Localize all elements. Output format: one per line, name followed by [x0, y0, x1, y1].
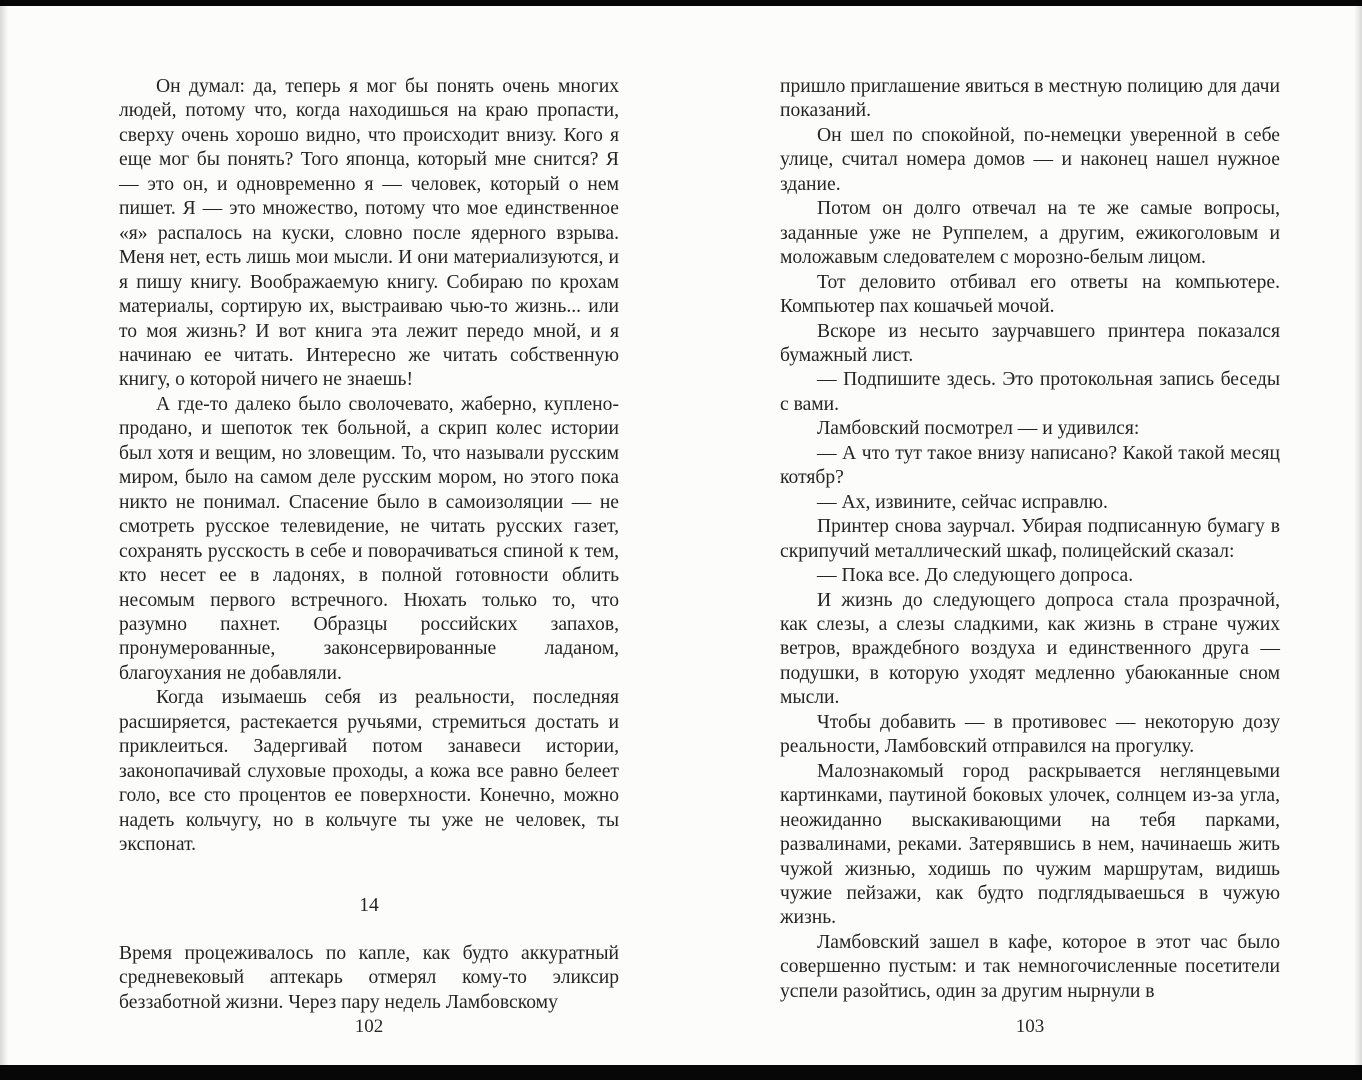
- paragraph: — А что тут такое внизу написано? Какой такой месяц котябр?: [780, 442, 1280, 489]
- paragraph: Ламбовский зашел в кафе, которое в этот час было совершенно пустым: и так немногочисленные посетители успели разойтись, один за другим нырнули в: [780, 931, 1280, 1002]
- page-number-left: 102: [354, 1016, 384, 1037]
- paragraph: А где-то далеко было сволочевато, жаберно, куплено-продано, и шепоток тек больной, а скрип колес истории был хотя и вещим, но зловещим. То, что называли русским миром, было на самом деле русским мором, но этого пока никто не понимал. Спасение было в самоизоляции — не смотреть русское телевидение, не читать русских газет, сохранять русскость в себе и поворачиваться спиной к тем, кто несет ее в ладонях, в полной готовности облить несомым первого встречного. Нюхать только то, что разумно пахнет. Образцы российских запахов, пронумерованные, законсервированные ладаном, благоухания не добавляли.: [119, 393, 619, 684]
- paragraph: — Пока все. До следующего допроса.: [817, 565, 1134, 587]
- paragraph: Время процеживалось по капле, как будто аккуратный средневековый аптекарь отмерял кому-то эликсир беззаботной жизни. Через пару недель Ламбовскому: [119, 942, 619, 1013]
- scan-edge-bottom: [0, 1065, 1362, 1080]
- paragraph: — Ах, извините, сейчас исправлю.: [817, 491, 1108, 513]
- chapter-number: 14: [359, 894, 379, 916]
- paragraph: — Подпишите здесь. Это протокольная запись беседы с вами.: [780, 369, 1280, 415]
- scan-shadow-left: [0, 0, 8, 1080]
- page-left-text: [119, 75, 619, 1015]
- paragraph: Вскоре из несыто заурчавшего принтера показался бумажный лист.: [780, 320, 1280, 366]
- paragraph: Он думал: да, теперь я мог бы понять очень многих людей, потому что, когда находишься на краю пропасти, сверху очень хорошо видно, что происходит внизу. Кого я еще мог бы понять? Того японца, который мне снится? Я — это он, и одновременно я — человек, который о нем пишет. Я — это множество, потому что мое единственное «я» распалось на куски, словно после ядерного взрыва. Меня нет, есть лишь мои мысли. И они материализуются, и я пишу книгу. Воображаемую книгу. Собираю по крохам материалы, сортирую их, выстраиваю чью-то жизнь... или то моя жизнь? И вот книга эта лежит передо мной, и я начинаю ее читать. Интересно же читать собственную книгу, о которой ничего не знаешь!: [119, 76, 619, 391]
- paragraph: Он шел по спокойной, по-немецки уверенной в себе улице, считал номера домов — и наконец нашел нужное здание.: [780, 124, 1280, 195]
- paragraph: пришло приглашение явиться в местную полицию для дачи показаний.: [780, 76, 1280, 122]
- paragraph: Чтобы добавить — в противовес — некоторую дозу реальности, Ламбовский отправился на прогулку.: [780, 711, 1280, 758]
- scan-edge-top: [0, 0, 1362, 6]
- paragraph: Принтер снова заурчал. Убирая подписанную бумагу в скрипучий металлический шкаф, полицейский сказал:: [780, 516, 1280, 562]
- scan-shadow-right: [1354, 0, 1362, 1080]
- page-number-right: 103: [1015, 1016, 1045, 1037]
- paragraph: Когда изымаешь себя из реальности, последняя расширяется, растекается ручьями, стремиться достать и приклеиться. Задергивай потом занавеси истории, законопачивай слуховые проходы, а кожа все равно белеет голо, все сто процентов ее поверхности. Конечно, можно надеть кольчугу, но в кольчуге ты уже не человек, ты экспонат.: [119, 687, 619, 856]
- paragraph: Потом он долго отвечал на те же самые вопросы, заданные уже не Руппелем, а другим, ежикоголовым и моложавым следователем с морозно-белым лицом.: [780, 198, 1280, 269]
- page-right-text: [780, 75, 1280, 1004]
- paragraph: Малознакомый город раскрывается неглянцевыми картинками, паутиной боковых улочек, солнцем из-за угла, неожиданно выскакивающими на тебя парками, развалинами, реками. Затерявшись в нем, начинаешь жить чужой жизнью, ходишь по чужим маршрутам, видишь чужие пейзажи, как будто подглядываешься в чужую жизнь.: [780, 760, 1280, 929]
- paragraph: Тот деловито отбивал его ответы на компьютере. Компьютер пах кошачьей мочой.: [780, 271, 1280, 318]
- paragraph: Ламбовский посмотрел — и удивился:: [817, 418, 1140, 440]
- paragraph: И жизнь до следующего допроса стала прозрачной, как слезы, а слезы сладкими, как жизнь в стране чужих ветров, враждебного воздуха и единственного друга — подушки, в которую уходят медленно убаюканные сном мысли.: [780, 589, 1280, 709]
